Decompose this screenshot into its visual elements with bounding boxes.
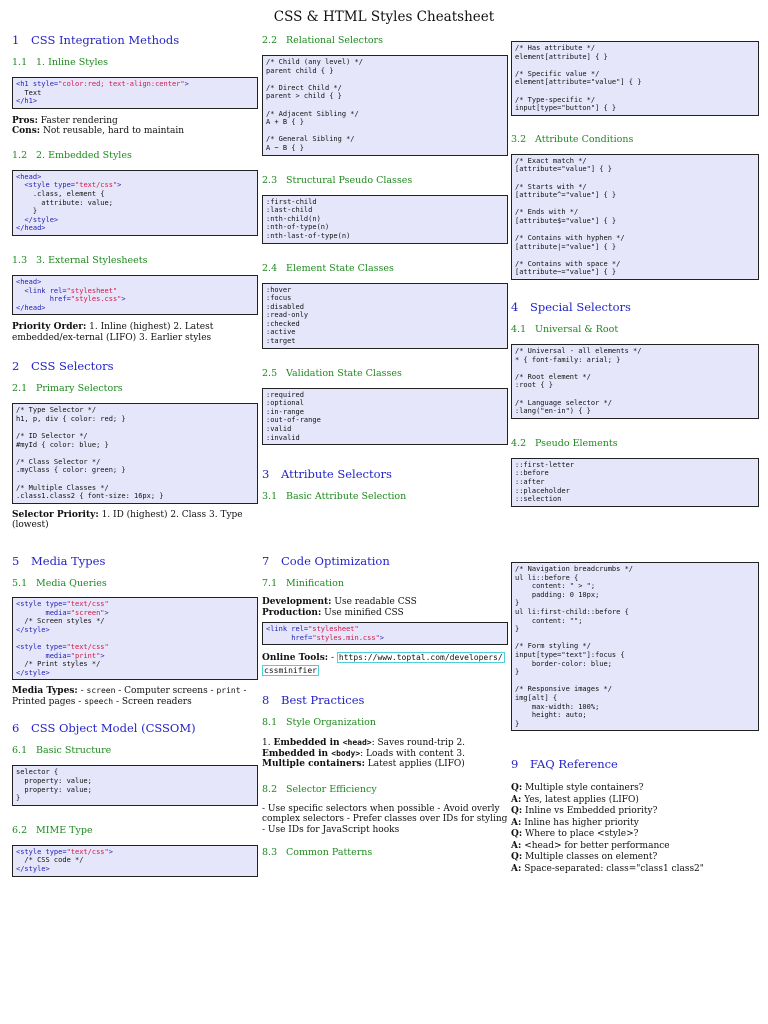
page-title: CSS & HTML Styles Cheatsheet [273,9,495,25]
faq-question: Q: Multiple classes on element? [511,852,658,863]
cssminifier-link-cont[interactable]: cssminifier [264,665,317,675]
structural-pseudo-code: :first-child :last-child :nth-child(n) :nth-of-type(n) :nth-last-of-type(n) [262,195,508,244]
section-4-heading: 4 Special Selectors [511,300,631,315]
media-types-text: Media Types: - screen - Computer screens - print - Printed pages - speech - Screen readers [12,686,247,707]
section-9-heading: 9 FAQ Reference [511,757,618,772]
relational-selectors-code: /* Child (any level) */ parent child { } /* Direct Child */ parent > child { } /* Adjacent Sibling */ A + B { } /* General Sibling */ A ~ B { } [262,55,508,156]
online-tools: Online Tools: - https://www.toptal.com/developers/ cssminifier [262,653,503,675]
validation-state-code: :required :optional :in-range :out-of-range :valid :invalid [262,388,508,446]
cssminifier-link[interactable]: https://www.toptal.com/developers/ [338,653,503,663]
section-1-2-heading: 1.2 2. Embedded Styles [12,149,132,161]
section-6-2-heading: 6.2 MIME Type [12,824,93,836]
basic-attribute-code: /* Has attribute */ element[attribute] { } /* Specific value */ element[attribute="value"] { } /* Type-specific */ input[type="button"] { } [511,41,759,116]
external-stylesheets-code: <head> <link rel="stylesheet" href="styles.css"> </head> [12,275,258,315]
section-5-1-heading: 5.1 Media Queries [12,578,107,589]
column-1-lower [12,554,258,877]
priority-order: Priority Order: 1. Inline (highest) 2. Latest embedded/ex-ternal (LIFO) 3. Earlier styles [12,322,214,343]
section-8-2-heading: 8.2 Selector Efficiency [262,783,377,795]
minified-link-code: <link rel="stylesheet" href="styles.min.css"> [262,622,508,645]
section-7-1-heading: 7.1 Minification [262,578,344,589]
column-3-lower [511,562,759,875]
mime-type-code: <style type="text/css"> /* CSS code */ </style> [12,845,258,877]
section-1-1-heading: 1.1 1. Inline Styles [12,57,109,68]
cons-line: Cons: Not reusable, hard to maintain [12,126,185,137]
cssom-structure-code: selector { property: value; property: value; } [12,765,258,805]
development-line: Development: Use readable CSS [262,597,417,607]
section-3-1-heading: 3.1 Basic Attribute Selection [262,491,407,503]
section-4-1-heading: 4.1 Universal & Root [511,324,619,336]
inline-styles-code: <h1 style="color:red; text-align:center"> Text </h1> [12,77,258,109]
section-7-heading: 7 Code Optimization [262,554,390,568]
faq-answer: A: Yes, latest applies (LIFO) [511,794,639,805]
column-1 [12,33,258,531]
embedded-styles-code: <head> <style type="text/css"> .class, element { attribute: value; } </style> </head> [12,170,258,236]
faq-question: Q: Inline vs Embedded priority? [511,806,658,817]
section-3-2-heading: 3.2 Attribute Conditions [511,133,634,145]
primary-selectors-code: /* Type Selector */ h1, p, div { color: red; } /* ID Selector */ #myId { color: blue; } /* Class Selector */ .myClass { color: green; } /* Multiple Classes */ .class1.class2 { font-size: 16px; } [12,403,258,504]
section-3-heading: 3 Attribute Selectors [262,467,392,482]
section-8-3-heading: 8.3 Common Patterns [262,847,373,859]
faq-question: Q: Where to place <style>? [511,829,639,840]
column-3 [511,41,759,507]
style-organization-text: 1. Embedded in <head>: Saves round-trip 2. Embedded in <body>: Loads with content 3. Multiple containers: Latest applies (LIFO) [262,738,466,770]
section-2-2-heading: 2.2 Relational Selectors [262,35,383,46]
production-line: Production: Use minified CSS [262,607,404,618]
common-patterns-code: /* Navigation breadcrumbs */ ul li::before { content: " > "; padding: 0 10px; } ul li:first-child::before { content: ""; } /* Form styling */ input[type="text"]:focus { border-color: blue; } /* Responsive images */ img[alt] { max-width: 100%; height: auto; } [511,562,759,731]
section-5-heading: 5 Media Types [12,554,106,568]
section-2-3-heading: 2.3 Structural Pseudo Classes [262,174,413,186]
selector-priority: Selector Priority: 1. ID (highest) 2. Class 3. Type (lowest) [12,509,243,531]
section-1-heading: 1 CSS Integration Methods [12,33,180,47]
media-queries-code: <style type="text/css" media="screen"> /* Screen styles */ </style> <style type="text/css" media="print"> /* Print styles */ </style> [12,597,258,680]
section-4-2-heading: 4.2 Pseudo Elements [511,437,618,449]
faq-answer: A: Inline has higher priority [511,817,639,828]
section-8-heading: 8 Best Practices [262,693,365,708]
element-state-code: :hover :focus :disabled :read-only :checked :active :target [262,283,508,349]
section-2-5-heading: 2.5 Validation State Classes [262,367,402,379]
section-2-4-heading: 2.4 Element State Classes [262,262,394,274]
section-8-1-heading: 8.1 Style Organization [262,717,376,729]
universal-root-code: /* Universal - all elements */ * { font-family: arial; } /* Root element */ :root { } /* Language selector */ :lang("en-in") { } [511,344,759,419]
selector-efficiency-text: - Use specific selectors when possible - Avoid overly complex selectors - Prefer classes over IDs for styling - Use IDs for JavaScript hooks [262,803,508,835]
pseudo-elements-code: ::first-letter ::before ::after ::placeholder ::selection [511,458,759,507]
faq-answer: A: Space-separated: class="class1 class2" [511,863,704,874]
faq-question: Q: Multiple style containers? [511,783,644,794]
pros-line: Pros: Faster rendering [12,115,118,126]
column-2 [262,35,508,502]
section-1-3-heading: 1.3 3. External Stylesheets [12,254,148,266]
column-2-lower [262,554,508,858]
faq-answer: A: <head> for better performance [511,840,670,851]
section-6-heading: 6 CSS Object Model (CSSOM) [12,721,196,736]
faq-list [511,783,759,875]
section-2-heading: 2 CSS Selectors [12,359,114,374]
attribute-conditions-code: /* Exact match */ [attribute="value"] { } /* Starts with */ [attribute^="value"] { } /* Ends with */ [attribute$="value"] { } /* Contains with hyphen */ [attribute|="value"] { } /* Contains with space */ [attribute~="value"] { } [511,154,759,280]
section-2-1-heading: 2.1 Primary Selectors [12,383,123,395]
section-6-1-heading: 6.1 Basic Structure [12,745,112,757]
